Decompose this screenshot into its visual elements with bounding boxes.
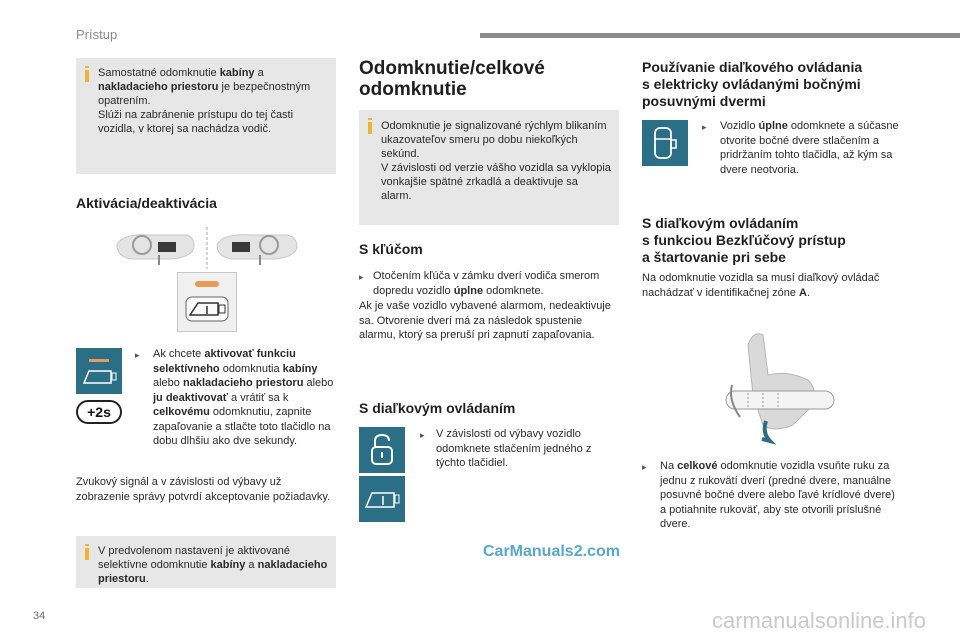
confirm-text: Zvukový signál a v závislosti od výbavy už zobrazenie správy potvrdí akceptovanie požiadavky. [76,476,331,503]
info-marker-icon-dot [85,66,89,68]
info-marker-icon [368,122,372,134]
button-led-icon [195,281,219,287]
bullet-icon: ▸ [359,272,364,282]
remote-bullet: ▸ V závislosti od výbavy vozidlo odomknete stlačením jedného z týchto tlačidiel. [420,428,592,469]
selective-unlock-button-illustration [177,272,237,332]
key-bullet: ▸ Otočením kľúča v zámku dverí vodiča smerom dopredu vozidlo úplne odomknete. [359,270,600,297]
van-side-door-icon [650,125,680,161]
unlock-button-icon [359,427,405,473]
note-default-text: V predvolenom nastavení je aktivované selektívne odomknutie kabíny a nakladacieho priestoru. [98,545,328,585]
heading-activation: Aktivácia/deaktivácia [76,195,217,211]
key-paragraph: Ak je vaše vozidlo vybavené alarmom, nedeaktivuje sa. Otvorenie dverí má za následok spustenie alarmu, ktorý sa preruší pri zapnutí zapaľovania. [359,300,611,341]
info-marker-icon [85,548,89,560]
info-marker-icon-dot [85,544,89,546]
selective-unlock-icon [76,348,122,394]
bullet-icon: ▸ [420,430,425,440]
heading-with-key: S kľúčom [359,241,423,257]
bullet-icon: ▸ [702,122,707,132]
heading-remote: S diaľkovým ovládaním [359,400,516,416]
bullet-icon: ▸ [135,350,140,360]
van-unlock-button-icon [359,476,405,522]
note-box-unlock [359,110,619,225]
note-unlock-text: Odomknutie je signalizované rýchlym blikaním ukazovateľov smeru po dobu niekoľkých sekúnd. V závislosti od verzie vášho vozidla sa vyklopia vonkajšie spätné zrkadlá a deaktivuje sa alarm. [381,120,611,202]
note-box-default [76,536,336,588]
heading-unlocking: Odomknutie/celkové odomknutie [359,58,545,100]
page-number: 34 [33,610,46,622]
activation-instruction: ▸ Ak chcete aktivovať funkciu selektívneho odomknutia kabíny alebo nakladacieho priestoru alebo ju deaktivovať a vrátiť sa k celkovému odomknutiu, zapnite zapaľovanie a stlačte toto tlačidlo na dobu dlhšiu ako dve sekundy. [135,348,334,447]
bullet-icon: ▸ [642,462,647,472]
sliding-door-button-icon [642,120,688,166]
van-icon [79,353,119,389]
heading-sliding-doors: Používanie diaľkového ovládania s elektricky ovládanými bočnými posuvnými dvermi [642,59,863,109]
watermark-carmanualsonline[interactable]: carmanualsonline.info [712,608,927,633]
watermark-carmanuals2[interactable]: CarManuals2.com [483,543,620,560]
mirror-switch-illustration [112,225,302,270]
info-marker-icon [85,70,89,82]
note-box-selective [76,58,336,174]
van-icon [362,485,402,513]
door-handle-hand-illustration [718,325,838,450]
keyless-paragraph: Na odomknutie vozidla sa musí diaľkový ovládač nachádzať v identifikačnej zóne A. [642,272,880,299]
section-header: Prístup [76,27,118,42]
heading-keyless: S diaľkovým ovládaním s funkciou Bezkľúčový prístup a štartovanie pri sebe [642,215,846,265]
keyless-bullet: ▸ Na celkové odomknutie vozidla vsuňte ruku za jednu z rukovätí dverí (predné dvere, manuálne posuvné bočné dvere alebo ľavé krídlové dvere) a potiahnite rukoväť, aby ste otvorili príslušné dvere. [642,460,895,530]
info-marker-icon-dot [368,118,372,120]
timer-2s-icon: +2s [76,400,122,424]
padlock-open-icon [369,433,395,467]
van-lock-icon [184,293,230,325]
header-rule [480,33,960,38]
note-selective-text: Samostatné odomknutie kabíny a nakladacieho priestoru je bezpečnostným opatrením. Slúži na zabránenie prístupu do tej časti vozidla, v ktorej sa nachádza vodič. [98,67,311,135]
sliding-door-bullet: ▸ Vozidlo úplne odomknete a súčasne otvorite bočné dvere stlačením a pridržaním tohto tlačidla, až kým sa dvere neotvoria. [702,120,899,176]
